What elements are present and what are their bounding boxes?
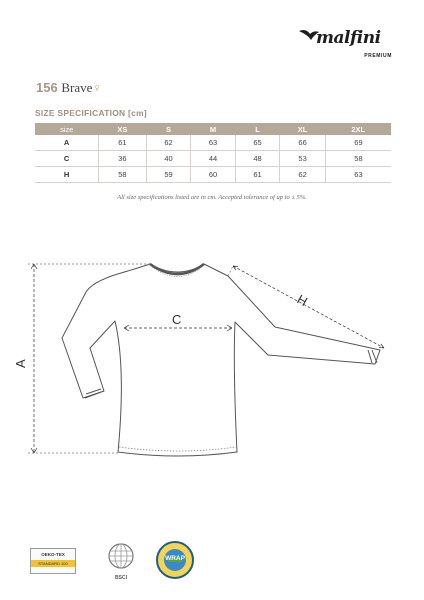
column-header: L [235, 123, 280, 135]
table-cell: 59 [146, 167, 191, 183]
tolerance-note: All size specifications listed are in cm. Accepted tolerance of up to ± 5%. [117, 194, 307, 201]
label-h: H [294, 291, 311, 310]
table-cell: 63 [325, 167, 391, 183]
row-label: A [35, 135, 99, 151]
oeko-tex-badge [30, 548, 76, 574]
table-cell: 62 [280, 167, 326, 183]
brand-tagline: PREMIUM [364, 53, 392, 59]
table-cell: 61 [235, 167, 280, 183]
table-row [35, 135, 391, 151]
row-label: H [35, 167, 99, 183]
column-header: S [146, 123, 191, 135]
table-header-row [35, 123, 391, 135]
product-heading [36, 80, 101, 96]
bsci-badge [105, 542, 137, 581]
hem-stitch [119, 447, 236, 451]
table-cell: 62 [146, 135, 191, 151]
certification-badges [30, 540, 210, 580]
table-cell: 69 [325, 135, 391, 151]
table-cell: 60 [191, 167, 236, 183]
row-label: C [35, 151, 99, 167]
table-cell: 61 [99, 135, 147, 151]
oeko-tex-standard: STANDARD 100 [31, 560, 75, 567]
product-name: Brave [61, 80, 93, 95]
oeko-tex-title: OEKO-TEX [41, 552, 65, 557]
table-cell: 36 [99, 151, 147, 167]
table-row [35, 167, 391, 183]
table-cell: 53 [280, 151, 326, 167]
wrap-badge [155, 540, 195, 580]
female-icon: ♀ [92, 81, 102, 95]
wrap-label: WRAP [165, 555, 185, 562]
table-cell: 66 [280, 135, 326, 151]
label-c: C [172, 312, 182, 327]
table-cell: 65 [235, 135, 280, 151]
table-row [35, 151, 391, 167]
brand-logo [298, 24, 394, 62]
globe-icon [105, 542, 137, 570]
column-header: XL [280, 123, 326, 135]
column-header: XS [99, 123, 147, 135]
table-cell: 58 [325, 151, 391, 167]
measure-h [228, 266, 384, 348]
garment-diagram [0, 240, 424, 490]
label-a: A [13, 359, 28, 368]
column-header: size [35, 123, 99, 135]
product-code: 156 [36, 80, 58, 95]
left-cuff [85, 389, 104, 398]
table-cell: 58 [99, 167, 147, 183]
table-cell: 40 [146, 151, 191, 167]
column-header: M [191, 123, 236, 135]
table-cell: 48 [235, 151, 280, 167]
brand-name: malfini [316, 28, 381, 48]
bsci-label: BSCI [115, 575, 127, 581]
size-table [35, 123, 391, 183]
table-cell: 63 [191, 135, 236, 151]
column-header: 2XL [325, 123, 391, 135]
table-cell: 44 [191, 151, 236, 167]
shirt-outline [62, 264, 380, 456]
measure-a [28, 264, 150, 453]
spec-title: SIZE SPECIFICATION [cm] [35, 108, 147, 118]
